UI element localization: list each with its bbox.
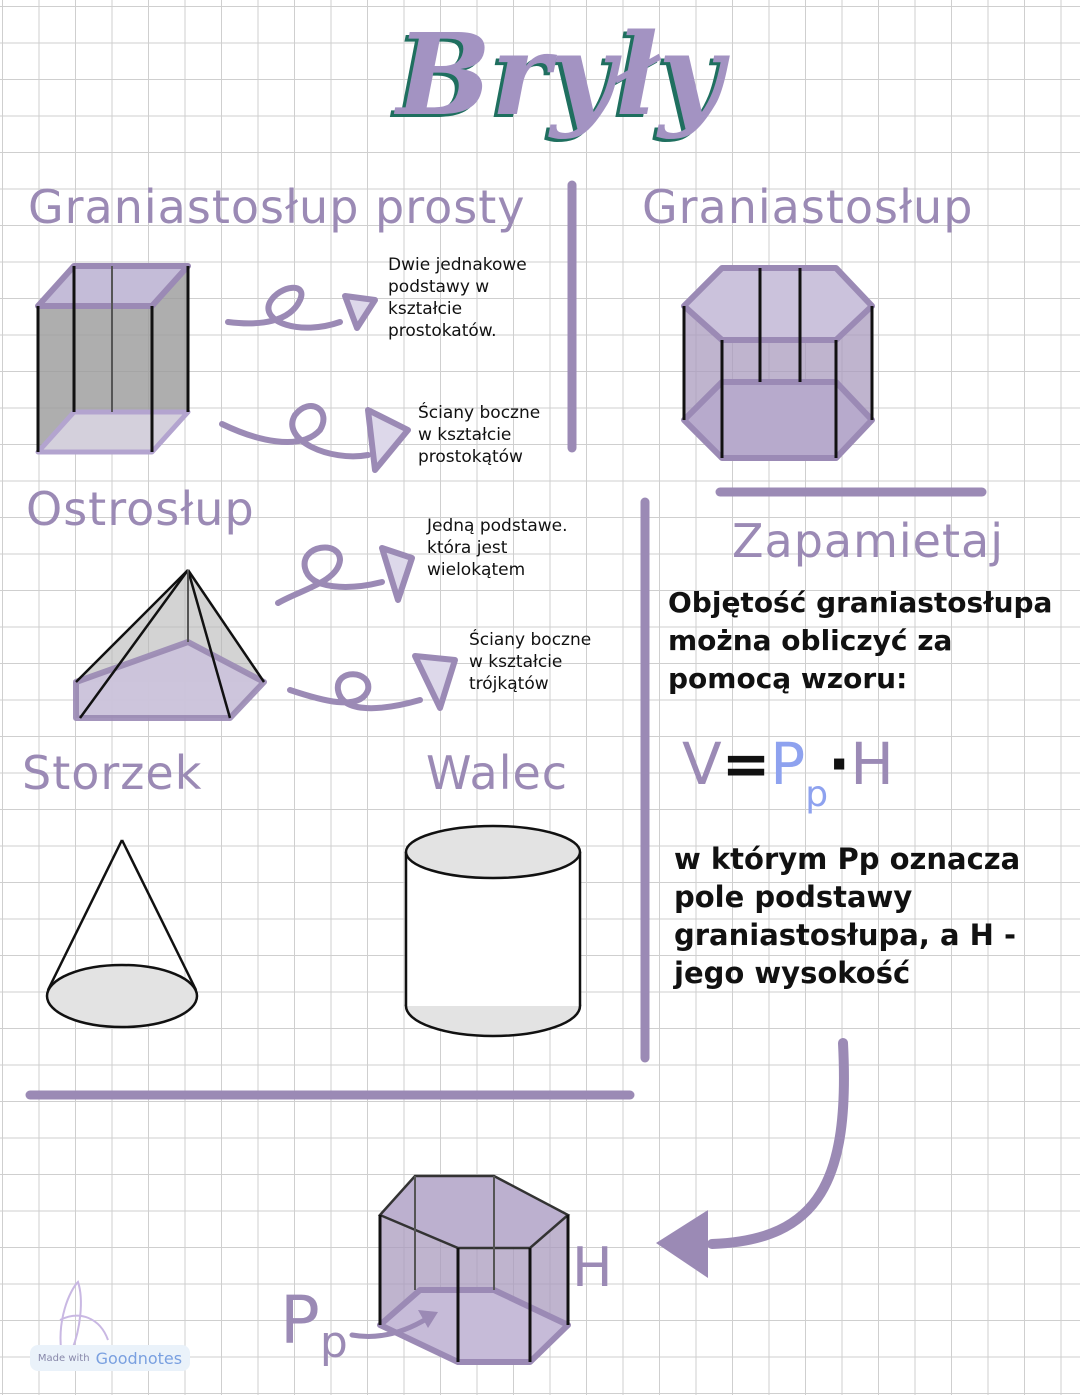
pyramid-figure [76,570,264,718]
heading-remember: Zapamietaj [732,514,1004,568]
cone-figure [47,840,197,1027]
note-prism-bases: Dwie jednakowe podstawy w kształcie prostokatów. [388,255,527,341]
volume-formula: $V=P_p\cdot H$ [682,730,894,815]
heading-cylinder: Walec [426,746,569,800]
base-area-label: $P_p$ [280,1282,348,1368]
heading-prism: Graniastosłup [642,180,974,234]
remember-explanation: w którym Pp oznacza pole podstawy graniastosłupa, a H - jego wysokość [674,842,1021,990]
heading-cone: Storzek [22,746,203,800]
height-label: H [572,1236,613,1299]
remember-intro: Objętość graniastosłupa można obliczyć za pomocą wzoru: [668,586,1053,695]
cuboid-figure [38,266,188,452]
note-pyramid-base: Jedną podstawe. która jest wielokątem [427,516,568,580]
heading-pyramid: Ostrosłup [26,482,255,536]
heading-prism-right: Graniastosłup prosty [28,180,526,234]
goodnotes-badge: Made with Goodnotes [30,1345,190,1371]
note-pyramid-faces: Ściany boczne w kształcie trójkątów [469,630,592,694]
bottom-hexagonal-prism-figure [352,1176,568,1362]
curly-arrows [222,288,455,708]
page-title: Bryły [396,10,724,141]
hexagonal-prism-figure [684,268,872,458]
big-arrow [656,1043,844,1278]
note-prism-faces: Ściany boczne w kształcie prostokątów [418,403,541,467]
cylinder-figure [406,826,580,1036]
